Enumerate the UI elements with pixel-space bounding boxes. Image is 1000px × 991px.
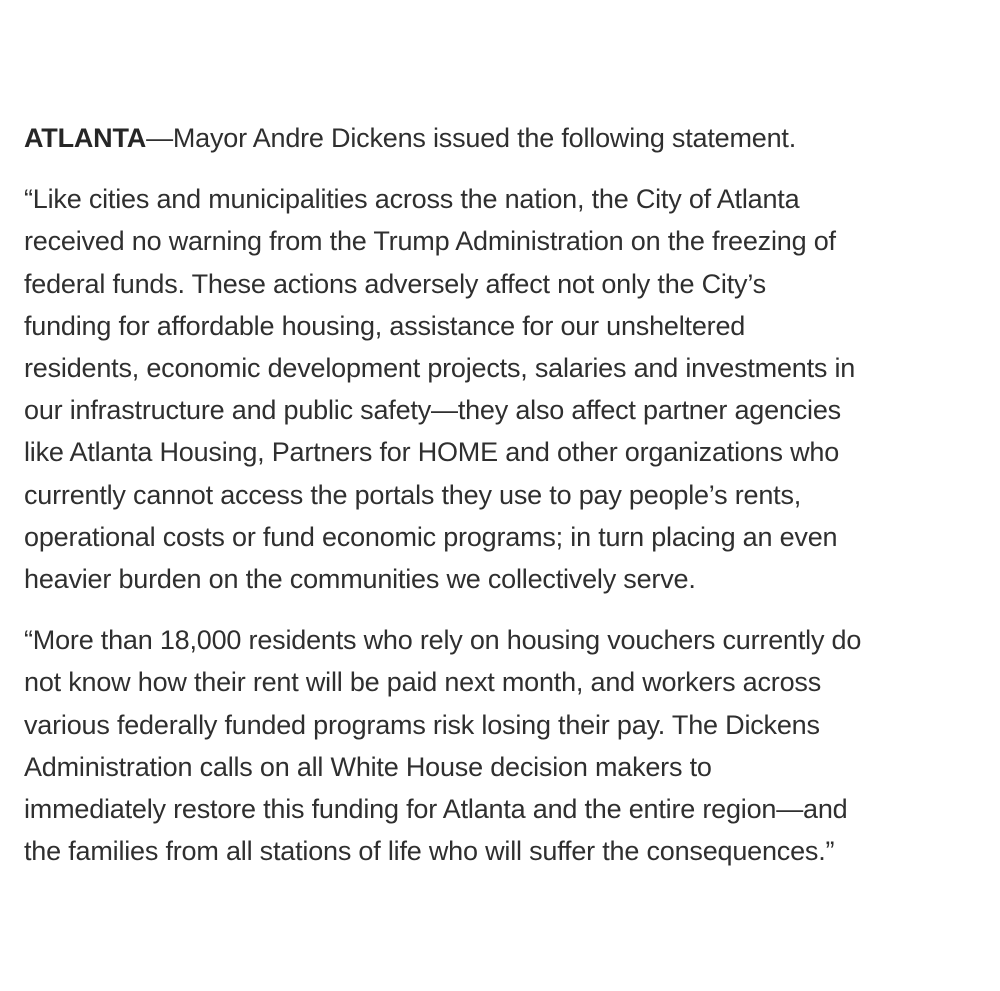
paragraph-line: various federally funded programs risk losing their pay. The Dickens bbox=[24, 709, 820, 740]
paragraph-line: “More than 18,000 residents who rely on housing vouchers currently do bbox=[24, 625, 862, 656]
paragraph-line: Administration calls on all White House decision makers to bbox=[24, 751, 712, 782]
paragraph-line: received no warning from the Trump Administration on the freezing of bbox=[24, 226, 836, 257]
paragraph-line: currently cannot access the portals they use to pay people’s rents, bbox=[24, 479, 802, 510]
statement-paragraph-2 bbox=[24, 619, 984, 872]
dateline: ATLANTA bbox=[24, 123, 147, 153]
intro-paragraph bbox=[24, 117, 984, 159]
paragraph-line: our infrastructure and public safety—they also affect partner agencies bbox=[24, 395, 841, 426]
paragraph-line: funding for affordable housing, assistance for our unsheltered bbox=[24, 310, 746, 341]
paragraph-line: immediately restore this funding for Atlanta and the entire region—and bbox=[24, 794, 848, 825]
paragraph-line: not know how their rent will be paid next month, and workers across bbox=[24, 667, 821, 698]
paragraph-line: like Atlanta Housing, Partners for HOME and other organizations who bbox=[24, 437, 840, 468]
intro-text: —Mayor Andre Dickens issued the following statement. bbox=[146, 123, 796, 153]
press-statement bbox=[24, 117, 984, 872]
statement-paragraph-1 bbox=[24, 178, 984, 600]
paragraph-line: residents, economic development projects, salaries and investments in bbox=[24, 353, 856, 384]
paragraph-line: operational costs or fund economic programs; in turn placing an even bbox=[24, 521, 838, 552]
paragraph-line: “Like cities and municipalities across the nation, the City of Atlanta bbox=[24, 184, 800, 215]
paragraph-line: the families from all stations of life who will suffer the consequences.” bbox=[24, 836, 835, 867]
paragraph-line: federal funds. These actions adversely affect not only the City’s bbox=[24, 268, 766, 299]
paragraph-line: heavier burden on the communities we collectively serve. bbox=[24, 564, 696, 595]
